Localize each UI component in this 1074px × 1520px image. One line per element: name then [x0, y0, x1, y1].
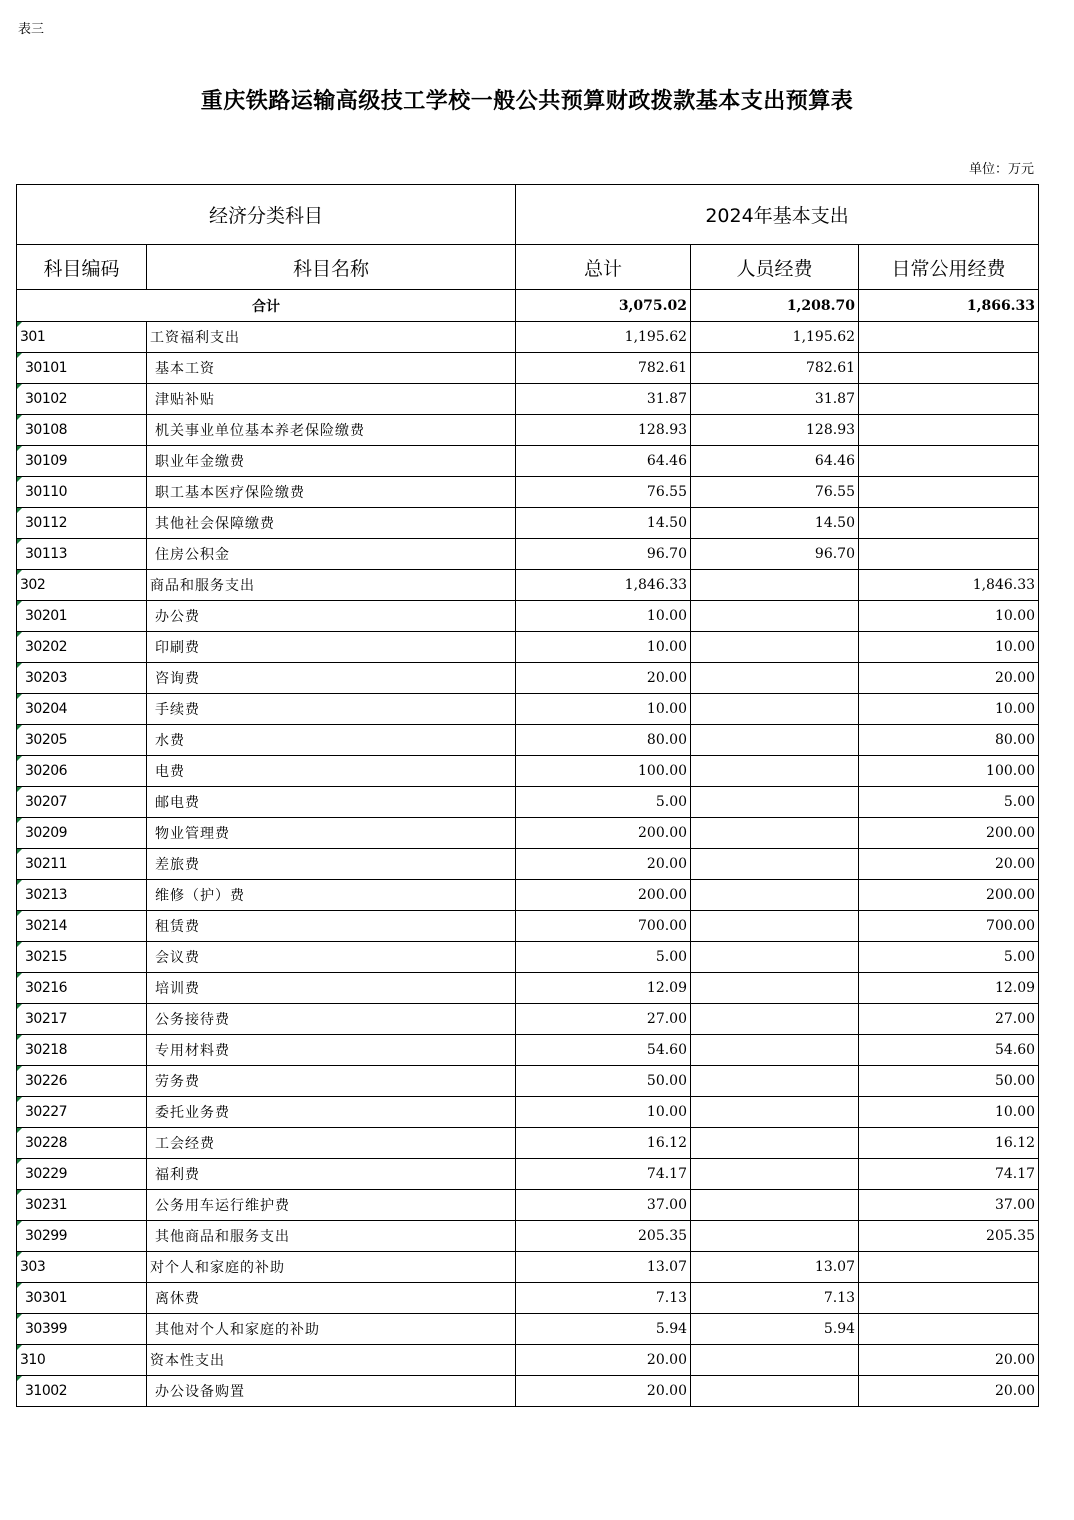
table-row	[17, 353, 1039, 384]
table-row	[17, 1252, 1039, 1283]
table-row	[17, 1314, 1039, 1345]
row-code: 30226	[17, 1066, 147, 1097]
row-name: 维修（护）费	[147, 880, 516, 911]
row-public	[859, 1252, 1039, 1283]
row-personnel	[691, 1190, 859, 1221]
row-total: 76.55	[516, 477, 691, 508]
row-personnel	[691, 1376, 859, 1407]
total-personnel: 1,208.70	[691, 290, 859, 322]
row-public	[859, 384, 1039, 415]
row-name: 对个人和家庭的补助	[147, 1252, 516, 1283]
row-total: 50.00	[516, 1066, 691, 1097]
row-personnel	[691, 663, 859, 694]
row-code: 30201	[17, 601, 147, 632]
table-row	[17, 539, 1039, 570]
table-row	[17, 384, 1039, 415]
row-total: 100.00	[516, 756, 691, 787]
row-name: 会议费	[147, 942, 516, 973]
total-row	[17, 290, 1039, 322]
table-label: 表三	[18, 22, 45, 37]
row-public	[859, 446, 1039, 477]
table-row	[17, 1004, 1039, 1035]
row-public: 10.00	[859, 694, 1039, 725]
row-total: 200.00	[516, 818, 691, 849]
row-personnel: 782.61	[691, 353, 859, 384]
table-row	[17, 942, 1039, 973]
row-name: 津贴补贴	[147, 384, 516, 415]
row-name: 专用材料费	[147, 1035, 516, 1066]
table-row	[17, 787, 1039, 818]
table-row	[17, 477, 1039, 508]
row-public: 20.00	[859, 1345, 1039, 1376]
row-code: 30211	[17, 849, 147, 880]
row-total: 37.00	[516, 1190, 691, 1221]
table-row	[17, 570, 1039, 601]
row-public	[859, 322, 1039, 353]
row-name: 其他社会保障缴费	[147, 508, 516, 539]
row-name: 工会经费	[147, 1128, 516, 1159]
header-personnel: 人员经费	[691, 245, 859, 290]
row-name: 水费	[147, 725, 516, 756]
row-total: 205.35	[516, 1221, 691, 1252]
row-total: 5.94	[516, 1314, 691, 1345]
table-row	[17, 632, 1039, 663]
row-public: 27.00	[859, 1004, 1039, 1035]
row-code: 30214	[17, 911, 147, 942]
row-personnel	[691, 1097, 859, 1128]
row-personnel	[691, 787, 859, 818]
row-name: 职工基本医疗保险缴费	[147, 477, 516, 508]
row-name: 其他商品和服务支出	[147, 1221, 516, 1252]
row-public: 1,846.33	[859, 570, 1039, 601]
row-public: 12.09	[859, 973, 1039, 1004]
table-row	[17, 818, 1039, 849]
row-personnel	[691, 1066, 859, 1097]
table-row	[17, 973, 1039, 1004]
row-personnel	[691, 1221, 859, 1252]
row-code: 30207	[17, 787, 147, 818]
row-code: 30209	[17, 818, 147, 849]
row-code: 30203	[17, 663, 147, 694]
row-name: 办公设备购置	[147, 1376, 516, 1407]
row-personnel	[691, 942, 859, 973]
row-public: 10.00	[859, 601, 1039, 632]
row-total: 74.17	[516, 1159, 691, 1190]
row-code: 30204	[17, 694, 147, 725]
row-name: 委托业务费	[147, 1097, 516, 1128]
row-code: 30229	[17, 1159, 147, 1190]
row-name: 物业管理费	[147, 818, 516, 849]
row-code: 30102	[17, 384, 147, 415]
table-row	[17, 694, 1039, 725]
row-personnel: 128.93	[691, 415, 859, 446]
row-personnel	[691, 1159, 859, 1190]
row-personnel	[691, 1345, 859, 1376]
row-total: 20.00	[516, 849, 691, 880]
row-public: 20.00	[859, 663, 1039, 694]
row-code: 30217	[17, 1004, 147, 1035]
row-personnel: 13.07	[691, 1252, 859, 1283]
row-personnel	[691, 911, 859, 942]
row-personnel	[691, 1004, 859, 1035]
row-public	[859, 353, 1039, 384]
row-personnel	[691, 1035, 859, 1066]
row-personnel	[691, 973, 859, 1004]
row-total: 96.70	[516, 539, 691, 570]
header-code: 科目编码	[17, 245, 147, 290]
row-code: 30231	[17, 1190, 147, 1221]
row-name: 劳务费	[147, 1066, 516, 1097]
row-code: 30228	[17, 1128, 147, 1159]
row-total: 782.61	[516, 353, 691, 384]
row-public: 74.17	[859, 1159, 1039, 1190]
row-name: 工资福利支出	[147, 322, 516, 353]
row-total: 10.00	[516, 1097, 691, 1128]
row-personnel	[691, 632, 859, 663]
row-public: 10.00	[859, 1097, 1039, 1128]
row-name: 资本性支出	[147, 1345, 516, 1376]
row-personnel: 96.70	[691, 539, 859, 570]
table-row	[17, 725, 1039, 756]
row-name: 离休费	[147, 1283, 516, 1314]
row-total: 14.50	[516, 508, 691, 539]
table-row	[17, 1097, 1039, 1128]
table-row	[17, 1345, 1039, 1376]
page-title: 重庆铁路运输高级技工学校一般公共预算财政拨款基本支出预算表	[200, 88, 854, 114]
table-row	[17, 1128, 1039, 1159]
table-row	[17, 1376, 1039, 1407]
row-public: 50.00	[859, 1066, 1039, 1097]
row-name: 手续费	[147, 694, 516, 725]
row-name: 培训费	[147, 973, 516, 1004]
row-code: 30206	[17, 756, 147, 787]
header-group-row	[17, 185, 1039, 245]
row-code: 30215	[17, 942, 147, 973]
header-economic-class: 经济分类科目	[17, 185, 516, 245]
row-name: 福利费	[147, 1159, 516, 1190]
row-total: 64.46	[516, 446, 691, 477]
row-personnel: 76.55	[691, 477, 859, 508]
row-code: 302	[17, 570, 147, 601]
row-code: 30112	[17, 508, 147, 539]
row-personnel: 14.50	[691, 508, 859, 539]
row-code: 30227	[17, 1097, 147, 1128]
row-personnel	[691, 849, 859, 880]
row-name: 电费	[147, 756, 516, 787]
row-name: 机关事业单位基本养老保险缴费	[147, 415, 516, 446]
row-name: 公务用车运行维护费	[147, 1190, 516, 1221]
row-public: 700.00	[859, 911, 1039, 942]
row-name: 差旅费	[147, 849, 516, 880]
table-row	[17, 663, 1039, 694]
row-name: 基本工资	[147, 353, 516, 384]
row-personnel	[691, 601, 859, 632]
header-public: 日常公用经费	[859, 245, 1039, 290]
row-personnel: 31.87	[691, 384, 859, 415]
row-total: 13.07	[516, 1252, 691, 1283]
row-public	[859, 415, 1039, 446]
row-personnel	[691, 1128, 859, 1159]
row-personnel: 1,195.62	[691, 322, 859, 353]
row-public	[859, 539, 1039, 570]
row-public: 20.00	[859, 1376, 1039, 1407]
row-personnel	[691, 570, 859, 601]
row-total: 54.60	[516, 1035, 691, 1066]
row-public: 54.60	[859, 1035, 1039, 1066]
header-name: 科目名称	[147, 245, 516, 290]
row-total: 31.87	[516, 384, 691, 415]
row-public: 20.00	[859, 849, 1039, 880]
row-name: 租赁费	[147, 911, 516, 942]
table-row	[17, 1221, 1039, 1252]
row-total: 20.00	[516, 1345, 691, 1376]
header-column-row	[17, 245, 1039, 290]
row-personnel	[691, 880, 859, 911]
row-code: 30110	[17, 477, 147, 508]
header-total: 总计	[516, 245, 691, 290]
row-name: 商品和服务支出	[147, 570, 516, 601]
row-name: 邮电费	[147, 787, 516, 818]
row-total: 12.09	[516, 973, 691, 1004]
unit-note: 单位：万元	[968, 162, 1034, 177]
row-name: 印刷费	[147, 632, 516, 663]
row-code: 30205	[17, 725, 147, 756]
row-public: 16.12	[859, 1128, 1039, 1159]
table-row	[17, 1283, 1039, 1314]
row-public	[859, 1283, 1039, 1314]
row-total: 10.00	[516, 694, 691, 725]
table-row	[17, 849, 1039, 880]
row-total: 80.00	[516, 725, 691, 756]
row-personnel	[691, 756, 859, 787]
table-row	[17, 1159, 1039, 1190]
row-code: 30113	[17, 539, 147, 570]
total-label: 合计	[17, 290, 516, 322]
row-total: 700.00	[516, 911, 691, 942]
row-code: 30218	[17, 1035, 147, 1066]
row-code: 30213	[17, 880, 147, 911]
row-total: 10.00	[516, 632, 691, 663]
row-name: 职业年金缴费	[147, 446, 516, 477]
row-public: 37.00	[859, 1190, 1039, 1221]
row-code: 301	[17, 322, 147, 353]
row-code: 303	[17, 1252, 147, 1283]
row-personnel	[691, 818, 859, 849]
row-public	[859, 477, 1039, 508]
row-personnel: 5.94	[691, 1314, 859, 1345]
table-row	[17, 880, 1039, 911]
budget-table	[16, 184, 1039, 1407]
row-personnel: 7.13	[691, 1283, 859, 1314]
row-total: 5.00	[516, 787, 691, 818]
row-public: 10.00	[859, 632, 1039, 663]
row-total: 1,846.33	[516, 570, 691, 601]
row-total: 20.00	[516, 1376, 691, 1407]
row-public: 205.35	[859, 1221, 1039, 1252]
row-name: 公务接待费	[147, 1004, 516, 1035]
table-row	[17, 1190, 1039, 1221]
row-code: 30202	[17, 632, 147, 663]
table-row	[17, 446, 1039, 477]
row-total: 200.00	[516, 880, 691, 911]
row-total: 27.00	[516, 1004, 691, 1035]
row-code: 30299	[17, 1221, 147, 1252]
table-row	[17, 1035, 1039, 1066]
table-row	[17, 508, 1039, 539]
row-code: 30101	[17, 353, 147, 384]
row-code: 30399	[17, 1314, 147, 1345]
row-total: 128.93	[516, 415, 691, 446]
row-public: 200.00	[859, 818, 1039, 849]
row-total: 10.00	[516, 601, 691, 632]
row-code: 31002	[17, 1376, 147, 1407]
row-public: 5.00	[859, 942, 1039, 973]
total-total: 3,075.02	[516, 290, 691, 322]
row-public: 100.00	[859, 756, 1039, 787]
row-public: 80.00	[859, 725, 1039, 756]
table-row	[17, 911, 1039, 942]
table-row	[17, 322, 1039, 353]
row-code: 30108	[17, 415, 147, 446]
total-public: 1,866.33	[859, 290, 1039, 322]
row-total: 7.13	[516, 1283, 691, 1314]
row-public	[859, 508, 1039, 539]
table-row	[17, 756, 1039, 787]
row-name: 咨询费	[147, 663, 516, 694]
row-personnel	[691, 694, 859, 725]
row-personnel: 64.46	[691, 446, 859, 477]
row-total: 5.00	[516, 942, 691, 973]
row-public	[859, 1314, 1039, 1345]
row-personnel	[691, 725, 859, 756]
table-row	[17, 601, 1039, 632]
row-public: 200.00	[859, 880, 1039, 911]
row-name: 办公费	[147, 601, 516, 632]
row-code: 30109	[17, 446, 147, 477]
row-code: 310	[17, 1345, 147, 1376]
table-row	[17, 1066, 1039, 1097]
row-name: 其他对个人和家庭的补助	[147, 1314, 516, 1345]
row-total: 1,195.62	[516, 322, 691, 353]
row-code: 30216	[17, 973, 147, 1004]
row-public: 5.00	[859, 787, 1039, 818]
header-basic-expenditure: 2024年基本支出	[516, 185, 1039, 245]
table-row	[17, 415, 1039, 446]
row-name: 住房公积金	[147, 539, 516, 570]
row-total: 16.12	[516, 1128, 691, 1159]
row-code: 30301	[17, 1283, 147, 1314]
row-total: 20.00	[516, 663, 691, 694]
